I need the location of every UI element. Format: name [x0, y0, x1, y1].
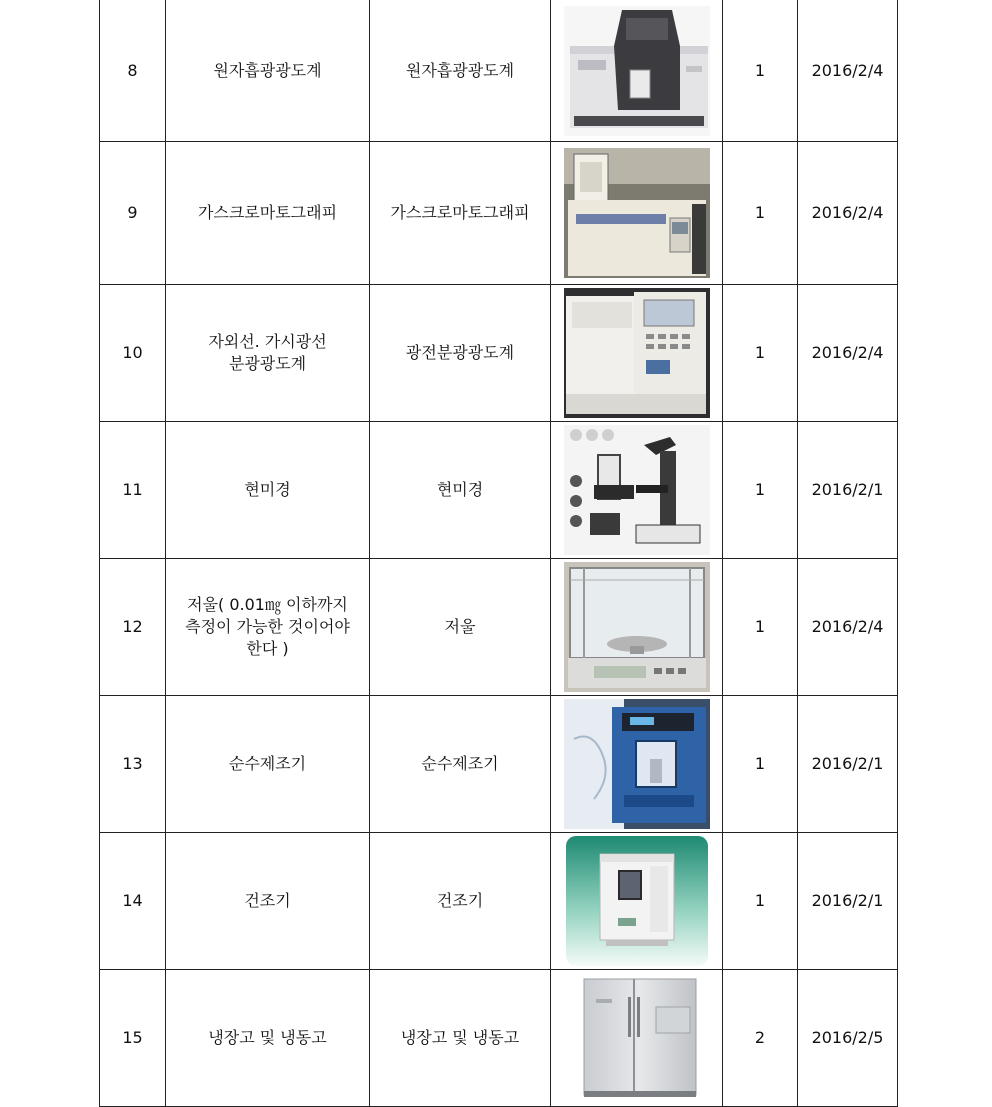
row-number-cell: [100, 0, 166, 142]
equipment-alt-name-cell: [370, 142, 551, 285]
date-cell: [798, 559, 898, 696]
equipment-photo-cell: [551, 559, 723, 696]
row-number-cell: [100, 833, 166, 970]
row-number: 14: [122, 891, 143, 910]
equipment-alt-name: 저울: [444, 617, 476, 636]
date-cell: [798, 833, 898, 970]
equipment-name: 원자흡광광도계: [213, 60, 322, 80]
equipment-alt-name: 냉장고 및 냉동고: [400, 1028, 520, 1047]
row-number: 12: [122, 617, 143, 636]
equipment-table: [99, 0, 898, 1107]
quantity-cell: [723, 970, 798, 1107]
row-number: 13: [122, 754, 143, 773]
quantity: 1: [754, 754, 766, 773]
equipment-photo-cell: [551, 970, 723, 1107]
quantity: 1: [754, 617, 766, 636]
row-number: 9: [127, 203, 138, 222]
atomic-absorption-spectrometer-photo: [564, 6, 710, 136]
table-row: [100, 696, 898, 833]
equipment-photo-cell: [551, 422, 723, 559]
equipment-photo-cell: [551, 696, 723, 833]
water-purifier-photo: [564, 699, 710, 829]
equipment-alt-name: 건조기: [436, 891, 484, 910]
date-cell: [798, 0, 898, 142]
equipment-name-cell: [166, 142, 370, 285]
quantity-cell: [723, 0, 798, 142]
date-cell: [798, 422, 898, 559]
table-row: [100, 142, 898, 285]
equipment-name-cell: [166, 833, 370, 970]
row-number: 10: [122, 343, 143, 362]
row-number-cell: [100, 142, 166, 285]
equipment-photo-cell: [551, 142, 723, 285]
equipment-name-cell: [166, 0, 370, 142]
acquisition-date: 2016/2/4: [811, 203, 884, 222]
row-number: 11: [122, 480, 143, 499]
equipment-name: 가스크로마토그래피: [197, 203, 338, 222]
quantity-cell: [723, 833, 798, 970]
quantity: 1: [754, 480, 766, 499]
quantity-cell: [723, 285, 798, 422]
equipment-name: 냉장고 및 냉동고: [208, 1028, 327, 1047]
analytical-balance-photo: [564, 562, 710, 692]
equipment-name-cell: [166, 970, 370, 1107]
quantity-cell: [723, 422, 798, 559]
equipment-photo-cell: [551, 0, 723, 142]
microscope-photo: [564, 425, 710, 555]
row-number-cell: [100, 559, 166, 696]
equipment-alt-name-cell: [370, 833, 551, 970]
equipment-name-cell: [166, 422, 370, 559]
equipment-alt-name: 현미경: [436, 480, 484, 499]
quantity-cell: [723, 559, 798, 696]
table-row: [100, 970, 898, 1107]
acquisition-date: 2016/2/1: [811, 480, 884, 499]
equipment-alt-name: 광전분광광도계: [405, 343, 515, 362]
equipment-alt-name-cell: [370, 970, 551, 1107]
date-cell: [798, 142, 898, 285]
equipment-alt-name-cell: [370, 559, 551, 696]
acquisition-date: 2016/2/4: [811, 343, 884, 362]
equipment-name: 순수제조기: [228, 754, 307, 773]
row-number: 8: [127, 60, 138, 80]
row-number-cell: [100, 285, 166, 422]
acquisition-date: 2016/2/5: [811, 1028, 884, 1047]
quantity: 1: [754, 60, 766, 80]
quantity: 1: [754, 343, 766, 362]
acquisition-date: 2016/2/1: [811, 891, 884, 910]
row-number-cell: [100, 970, 166, 1107]
row-number-cell: [100, 696, 166, 833]
refrigerator-freezer-photo: [564, 973, 710, 1103]
table-row: [100, 422, 898, 559]
date-cell: [798, 696, 898, 833]
equipment-alt-name: 원자흡광광도계: [405, 60, 515, 80]
equipment-name: 건조기: [244, 891, 291, 910]
equipment-alt-name-cell: [370, 285, 551, 422]
equipment-alt-name-cell: [370, 422, 551, 559]
equipment-name: 현미경: [244, 480, 291, 499]
equipment-alt-name: 가스크로마토그래피: [390, 203, 530, 222]
row-number-cell: [100, 422, 166, 559]
table-row: [100, 833, 898, 970]
table-row: [100, 285, 898, 422]
quantity-cell: [723, 696, 798, 833]
equipment-alt-name-cell: [370, 696, 551, 833]
acquisition-date: 2016/2/4: [811, 617, 884, 636]
table-row: [100, 0, 898, 142]
quantity: 1: [754, 891, 766, 910]
spectrophotometer-photo: [564, 288, 710, 418]
acquisition-date: 2016/2/4: [811, 60, 884, 80]
equipment-alt-name-cell: [370, 0, 551, 142]
table-row: [100, 559, 898, 696]
quantity: 1: [754, 203, 766, 222]
quantity-cell: [723, 142, 798, 285]
drying-oven-photo: [566, 836, 708, 966]
row-number: 15: [122, 1028, 143, 1047]
gas-chromatograph-photo: [564, 148, 710, 278]
equipment-alt-name: 순수제조기: [421, 754, 499, 773]
equipment-name: 저울( 0.01㎎ 이하까지 측정이 가능한 것이어야 한다 ): [185, 595, 350, 658]
equipment-name: 자외선. 가시광선 분광광도계: [208, 332, 327, 373]
equipment-name-cell: [166, 285, 370, 422]
equipment-name-cell: [166, 559, 370, 696]
equipment-name-cell: [166, 696, 370, 833]
quantity: 2: [754, 1028, 766, 1047]
date-cell: [798, 970, 898, 1107]
acquisition-date: 2016/2/1: [811, 754, 884, 773]
date-cell: [798, 285, 898, 422]
equipment-photo-cell: [551, 285, 723, 422]
equipment-photo-cell: [551, 833, 723, 970]
